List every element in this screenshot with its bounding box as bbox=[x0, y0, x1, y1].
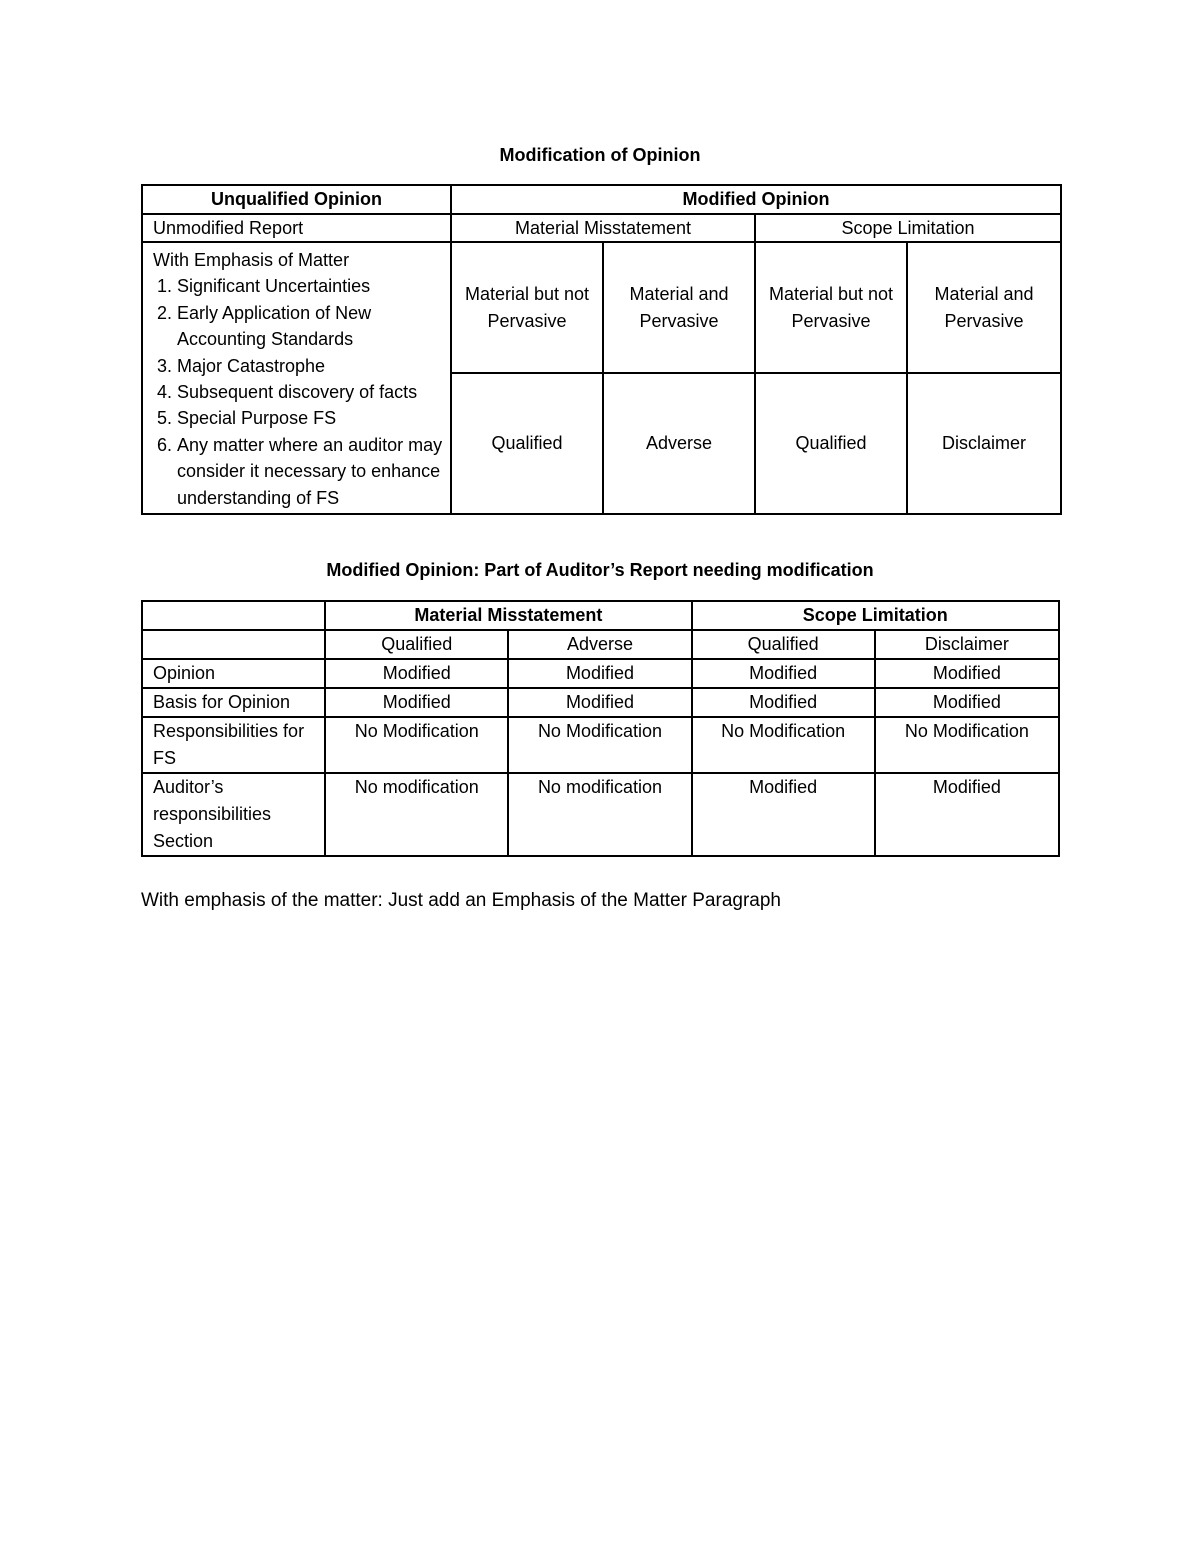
emphasis-item: 4. Subsequent discovery of facts bbox=[177, 379, 444, 405]
table-cell: Modified bbox=[692, 659, 875, 688]
modified-opinion-header: Modified Opinion bbox=[451, 185, 1061, 214]
footnote: With emphasis of the matter: Just add an Emphasis of the Matter Paragraph bbox=[141, 890, 781, 911]
unqualified-opinion-header: Unqualified Opinion bbox=[142, 185, 451, 214]
emphasis-list bbox=[153, 273, 444, 511]
empty-corner-cell bbox=[142, 630, 325, 659]
emphasis-title: With Emphasis of Matter bbox=[153, 250, 350, 270]
table-cell: Modified bbox=[875, 773, 1059, 856]
table-cell: No Modification bbox=[508, 717, 691, 773]
result-cell: Qualified bbox=[755, 373, 907, 514]
table-cell: Modified bbox=[875, 659, 1059, 688]
emphasis-item: 5. Special Purpose FS bbox=[177, 405, 444, 431]
emphasis-item: 1. Significant Uncertainties bbox=[177, 273, 444, 299]
row-label: Opinion bbox=[142, 659, 325, 688]
scope-limitation-header: Scope Limitation bbox=[692, 601, 1059, 630]
table-cell: Modified bbox=[692, 688, 875, 717]
material-misstatement-header: Material Misstatement bbox=[451, 214, 755, 242]
sub-header: Disclaimer bbox=[875, 630, 1059, 659]
criteria-cell: Material and Pervasive bbox=[603, 242, 755, 373]
material-misstatement-header: Material Misstatement bbox=[325, 601, 691, 630]
section-title: Modified Opinion: Part of Auditor’s Report needing modification bbox=[326, 560, 874, 580]
criteria-cell: Material but not Pervasive bbox=[451, 242, 603, 373]
table-cell: No Modification bbox=[325, 717, 508, 773]
result-cell: Qualified bbox=[451, 373, 603, 514]
sub-header: Adverse bbox=[508, 630, 691, 659]
criteria-cell: Material and Pervasive bbox=[907, 242, 1061, 373]
table-cell: Modified bbox=[508, 659, 691, 688]
scope-limitation-header: Scope Limitation bbox=[755, 214, 1061, 242]
row-label: Basis for Opinion bbox=[142, 688, 325, 717]
report-modification-table bbox=[141, 600, 1060, 857]
table-row bbox=[142, 717, 1059, 773]
table-row bbox=[142, 773, 1059, 856]
emphasis-of-matter-cell bbox=[142, 242, 451, 514]
page-title: Modification of Opinion bbox=[499, 145, 701, 165]
sub-header: Qualified bbox=[692, 630, 875, 659]
emphasis-item: 3. Major Catastrophe bbox=[177, 353, 444, 379]
empty-corner-cell bbox=[142, 601, 325, 630]
table-cell: Modified bbox=[875, 688, 1059, 717]
row-label: Responsibilities for FS bbox=[142, 717, 325, 773]
table-cell: Modified bbox=[692, 773, 875, 856]
unmodified-report-cell: Unmodified Report bbox=[142, 214, 451, 242]
table-cell: Modified bbox=[325, 688, 508, 717]
sub-header: Qualified bbox=[325, 630, 508, 659]
table-cell: Modified bbox=[508, 688, 691, 717]
table-cell: Modified bbox=[325, 659, 508, 688]
row-label: Auditor’s responsibilities Section bbox=[142, 773, 325, 856]
table-row bbox=[142, 688, 1059, 717]
result-cell: Adverse bbox=[603, 373, 755, 514]
result-cell: Disclaimer bbox=[907, 373, 1061, 514]
table-row bbox=[142, 659, 1059, 688]
criteria-cell: Material but not Pervasive bbox=[755, 242, 907, 373]
emphasis-item: 6. Any matter where an auditor may consider it necessary to enhance understanding of FS bbox=[177, 432, 444, 511]
table-cell: No Modification bbox=[875, 717, 1059, 773]
table-cell: No modification bbox=[508, 773, 691, 856]
table-cell: No Modification bbox=[692, 717, 875, 773]
modification-of-opinion-table bbox=[141, 184, 1062, 515]
table-cell: No modification bbox=[325, 773, 508, 856]
emphasis-item: 2. Early Application of New Accounting Standards bbox=[177, 300, 444, 353]
